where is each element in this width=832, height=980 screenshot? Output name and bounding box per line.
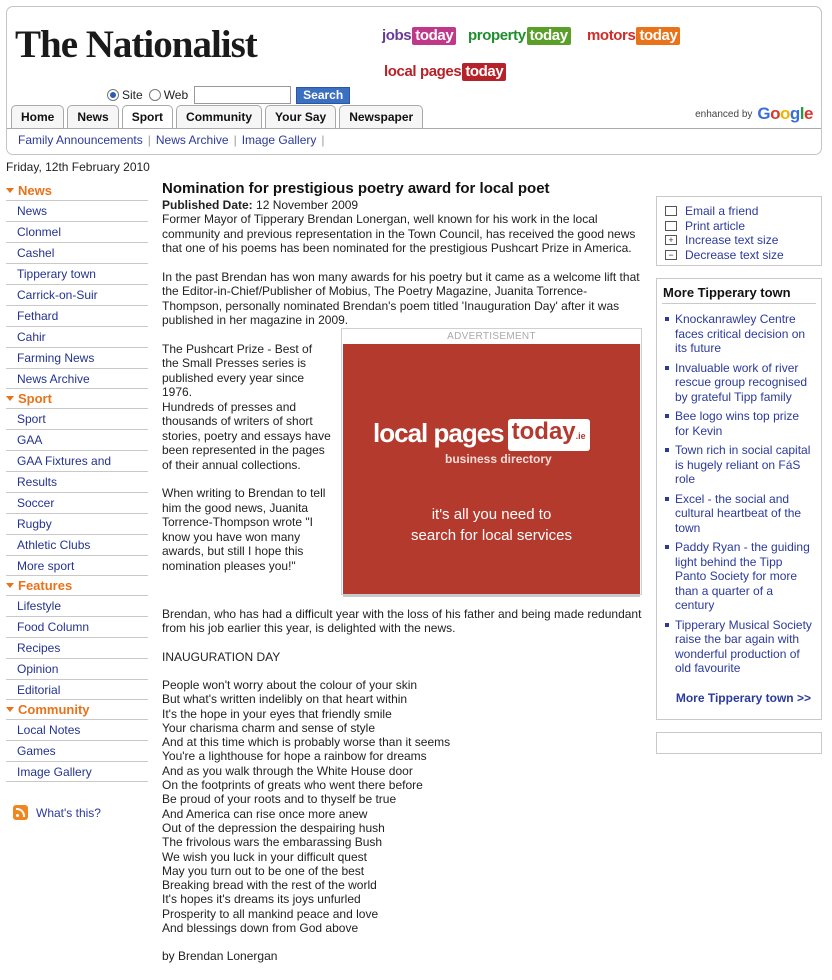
bullet-icon — [665, 366, 669, 370]
poem-line: Out of the depression the despairing hush — [162, 820, 385, 835]
print-article-label: Print article — [685, 218, 746, 233]
rss-feed — [13, 805, 101, 820]
ad-brand-tag — [508, 419, 590, 451]
ad-brand-tag-text: today — [511, 417, 576, 445]
poem-line: On the footprints of greats who went there before — [162, 778, 423, 793]
tab-your-say[interactable]: Your Say — [265, 105, 336, 128]
property-tag: today — [527, 27, 571, 45]
decrease-text-tool[interactable] — [665, 248, 813, 263]
sidebar-item[interactable]: Athletic Clubs — [6, 534, 148, 555]
minus-icon: − — [665, 250, 677, 260]
search-web-option[interactable] — [149, 88, 188, 102]
sidebar-item[interactable]: Cashel — [6, 242, 148, 263]
more-story-title: Paddy Ryan - the guiding light behind the Tipp Panto Society for more than a quarter of a century — [675, 540, 810, 612]
expand-arrow-icon — [6, 396, 14, 401]
bullet-icon — [665, 623, 669, 627]
more-story-link[interactable] — [657, 312, 821, 356]
sidebar-item[interactable]: More sport — [6, 555, 148, 576]
web-radio-label: Web — [163, 88, 189, 102]
subnav-separator: | — [233, 133, 237, 147]
sidebar-item[interactable]: News Archive — [6, 368, 148, 389]
sidebar-section-community[interactable] — [6, 700, 148, 719]
ad-tagline-line: it's all you need to — [431, 505, 552, 523]
sidebar-item[interactable]: GAA Fixtures and — [6, 450, 148, 471]
more-story-title: Knockanrawley Centre faces critical decision on its future — [675, 312, 806, 355]
article-paragraph-2-wrap — [162, 270, 642, 328]
ad-subtitle: business directory — [445, 451, 552, 466]
motors-word: motors — [587, 27, 636, 44]
email-icon — [665, 206, 677, 216]
poem-line: And America can rise once more anew — [162, 806, 368, 821]
search-input[interactable] — [194, 86, 291, 104]
article-paragraph: In the past Brendan has won many awards for his poetry but it came as a welcome lift that the Editor-in-Chief/Publisher of Mobius, The Poetry Magazine, Juanita Torrence-Thompson, personally nominated Brendan's poem titled 'Inauguration Day' after it was published in her magazine in 2009. — [162, 269, 640, 327]
sidebar-item[interactable]: Results — [6, 471, 148, 492]
ad-banner[interactable] — [343, 344, 640, 594]
poem-line: Be proud of your roots and to thyself be true — [162, 792, 397, 807]
property-word: property — [468, 27, 526, 44]
more-box-divider — [662, 303, 816, 304]
expand-arrow-icon — [6, 707, 14, 712]
expand-arrow-icon — [6, 188, 14, 193]
more-story-link[interactable] — [657, 540, 821, 613]
sidebar-item[interactable]: Sport — [6, 408, 148, 429]
tab-newspaper[interactable]: Newspaper — [339, 105, 423, 128]
left-sidebar — [6, 181, 148, 782]
jobs-tag: today — [412, 27, 456, 45]
search-site-option[interactable] — [107, 88, 143, 102]
advertisement[interactable] — [341, 328, 642, 595]
email-friend-label: Email a friend — [685, 204, 759, 219]
tab-sport[interactable]: Sport — [122, 105, 173, 128]
empty-widget-box — [656, 732, 822, 754]
more-story-link[interactable] — [657, 409, 821, 438]
localpages-word: local pages — [384, 63, 462, 80]
sidebar-item[interactable]: Local Notes — [6, 719, 148, 740]
sidebar-section-title: Features — [18, 578, 73, 593]
sidebar-item[interactable]: Fethard — [6, 305, 148, 326]
poem-line: Your charisma charm and sense of style — [162, 720, 375, 735]
bullet-icon — [665, 545, 669, 549]
sidebar-section-title: Community — [18, 702, 90, 717]
tab-divider — [7, 128, 821, 129]
search-bar — [107, 85, 350, 105]
sidebar-item[interactable]: Tipperary town — [6, 263, 148, 284]
more-list — [657, 312, 821, 676]
poem — [162, 678, 642, 935]
sidebar-item[interactable]: News — [6, 200, 148, 221]
motors-today-logo[interactable] — [587, 27, 680, 45]
poem-line: And at this time which is probably worse than it seems — [162, 735, 451, 750]
tab-community[interactable]: Community — [176, 105, 262, 128]
rss-icon[interactable] — [13, 805, 28, 820]
published-value: 12 November 2009 — [256, 198, 359, 212]
bullet-icon — [665, 497, 669, 501]
subnav-separator: | — [321, 133, 325, 147]
sidebar-section-sport[interactable] — [6, 389, 148, 408]
article — [162, 180, 642, 978]
sidebar-item[interactable]: GAA — [6, 429, 148, 450]
poem-line: It's hopes it's dreams its joys unfurled — [162, 892, 361, 907]
poem-line: Breaking bread with the rest of the world — [162, 878, 377, 893]
sidebar-section-title: Sport — [18, 391, 52, 406]
current-date: Friday, 12th February 2010 — [6, 160, 150, 174]
subnav-news-archive[interactable]: News Archive — [155, 133, 229, 147]
site-logo[interactable]: The Nationalist — [15, 23, 257, 66]
site-radio-label: Site — [122, 88, 143, 102]
poem-line: We wish you luck in your difficult quest — [162, 849, 367, 864]
poem-line: And as you walk through the White House door — [162, 763, 413, 778]
more-story-title: Bee logo wins top prize for Kevin — [675, 409, 800, 438]
increase-text-label: Increase text size — [685, 233, 779, 248]
motors-tag: today — [636, 27, 680, 45]
jobs-today-logo[interactable] — [382, 27, 456, 45]
more-story-title: Tipperary Musical Society raise the bar again with wonderful production of old favourite — [675, 617, 812, 675]
tab-news[interactable]: News — [67, 105, 118, 128]
sidebar-item[interactable]: Editorial — [6, 679, 148, 700]
published-label: Published Date: — [162, 198, 253, 212]
sidebar-item[interactable]: Image Gallery — [6, 761, 148, 782]
main-nav-tabs — [11, 105, 426, 128]
tab-home[interactable]: Home — [11, 105, 64, 128]
more-story-link[interactable] — [657, 361, 821, 405]
jobs-word: jobs — [382, 27, 412, 44]
sidebar-item[interactable]: Opinion — [6, 658, 148, 679]
more-story-title: Town rich in social capital is hugely reliant on FáS role — [675, 443, 811, 486]
more-story-title: Excel - the social and cultural heartbeat of the town — [675, 491, 802, 535]
article-body — [162, 212, 642, 964]
increase-text-tool[interactable] — [665, 233, 813, 248]
bullet-icon — [665, 317, 669, 321]
sidebar-section-features[interactable] — [6, 576, 148, 595]
poem-line: May you turn out to be one of the best — [162, 863, 365, 878]
more-tipperary-town-link[interactable]: More Tipperary town >> — [675, 691, 811, 705]
ad-tagline — [343, 504, 640, 546]
enhanced-by-google — [695, 104, 813, 124]
sub-navigation — [18, 133, 330, 147]
ad-bottom-bar — [343, 594, 640, 597]
byline: by Brendan Lonergan — [162, 949, 278, 964]
sidebar-item[interactable]: Recipes — [6, 637, 148, 658]
rss-whats-this-link[interactable]: What's this? — [36, 805, 101, 820]
article-tools — [656, 196, 822, 266]
expand-arrow-icon — [6, 583, 14, 588]
localpages-tag: today — [462, 63, 506, 81]
ad-tagline-line: search for local services — [411, 526, 572, 544]
web-radio[interactable] — [149, 89, 161, 101]
sidebar-item[interactable]: Clonmel — [6, 221, 148, 242]
sidebar-item[interactable]: Cahir — [6, 326, 148, 347]
sidebar-section-news[interactable] — [6, 181, 148, 200]
more-story-title: Invaluable work of river rescue group recognised by grateful Tipp family — [675, 360, 808, 404]
subnav-separator: | — [147, 133, 151, 147]
print-icon — [665, 221, 677, 231]
print-article-tool[interactable] — [665, 219, 813, 234]
more-story-link[interactable] — [657, 443, 821, 487]
plus-icon: + — [665, 235, 677, 245]
sidebar-section-title: News — [18, 183, 52, 198]
bullet-icon — [665, 414, 669, 418]
enhanced-by-label: enhanced by — [695, 108, 753, 120]
bullet-icon — [665, 448, 669, 452]
ad-brand-logo — [373, 419, 590, 451]
article-paragraph: Former Mayor of Tipperary Brendan Lonergan, well known for his work in the local community and previous representation in the Town Council, has received the good news that one of his poems has been nominated for the prestigious Pushcart Prize in America. — [162, 212, 636, 255]
property-today-logo[interactable] — [468, 27, 571, 45]
site-header — [6, 6, 822, 155]
search-button[interactable]: Search — [296, 87, 350, 104]
ad-brand-suffix: .ie — [575, 430, 586, 441]
email-friend-tool[interactable] — [665, 204, 813, 219]
sidebar-item[interactable]: Lifestyle — [6, 595, 148, 616]
article-paragraph: The Pushcart Prize - Best of the Small Presses series is published every year since 1976. — [162, 341, 313, 399]
more-tipperary-town-box — [656, 278, 822, 720]
poem-line: It's the hope in your eyes that friendly smile — [162, 706, 392, 721]
poem-line: You're a lighthouse for hope a rainbow for dreams — [162, 749, 427, 764]
subnav-family-announcements[interactable]: Family Announcements — [18, 133, 143, 147]
sidebar-item[interactable]: Food Column — [6, 616, 148, 637]
sidebar-item[interactable]: Games — [6, 740, 148, 761]
poem-line: The frivolous wars the embarassing Bush — [162, 835, 383, 850]
sidebar-item[interactable]: Rugby — [6, 513, 148, 534]
article-paragraph: Hundreds of presses and thousands of writers of short stories, poetry and essays have been represented in the pages of their annual collections. — [162, 399, 331, 472]
poem-line: People won't worry about the colour of your skin — [162, 678, 418, 692]
poem-title: INAUGURATION DAY — [162, 649, 281, 664]
sidebar-item[interactable]: Carrick-on-Suir — [6, 284, 148, 305]
more-story-link[interactable] — [657, 618, 821, 676]
sidebar-item[interactable]: Soccer — [6, 492, 148, 513]
decrease-text-label: Decrease text size — [685, 247, 784, 262]
advertisement-label: ADVERTISEMENT — [447, 330, 536, 342]
published-date — [162, 198, 642, 212]
subnav-image-gallery[interactable]: Image Gallery — [241, 133, 317, 147]
more-box-title: More Tipperary town — [663, 285, 791, 300]
poem-line: And blessings down from God above — [162, 921, 359, 936]
poem-line: But what's written indelibly on that heart within — [162, 692, 408, 707]
article-paragraph: Brendan, who has had a difficult year with the loss of his father and being made redundant from his job earlier this year, is delighted with the news. — [162, 606, 642, 635]
more-story-link[interactable] — [657, 492, 821, 536]
local-pages-today-logo[interactable] — [384, 63, 506, 81]
article-paragraph: When writing to Brendan to tell him the good news, Juanita Torrence-Thompson wrote "I know you have won many awards, but still I hope this nomination pleases you!" — [162, 486, 326, 573]
sidebar-item[interactable]: Farming News — [6, 347, 148, 368]
poem-line: Prosperity to all mankind peace and love — [162, 906, 379, 921]
article-headline: Nomination for prestigious poetry award for local poet — [162, 180, 550, 197]
google-logo: Google — [757, 104, 813, 123]
site-radio[interactable] — [107, 89, 119, 101]
ad-brand-name: local pages — [373, 417, 504, 448]
